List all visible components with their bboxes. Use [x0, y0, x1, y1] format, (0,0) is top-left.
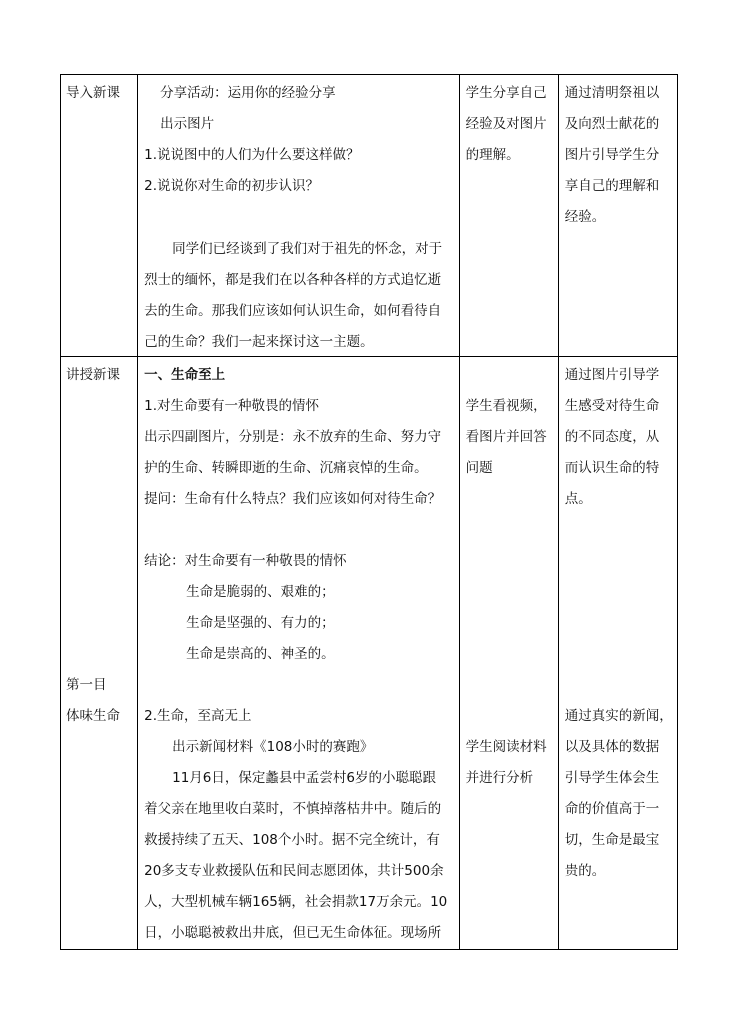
student-activity-cell	[459, 357, 558, 950]
narration-line: 己的生命？我们一起来探讨这一主题。	[144, 334, 374, 350]
student-activity-line: 经验及对图片	[465, 116, 547, 132]
student-activity-cell	[459, 75, 558, 357]
table-row-teaching	[61, 357, 678, 950]
news-line: 日，小聪聪被救出井底，但已无生命体征。现场所	[144, 925, 442, 941]
student-activity-line: 问题	[465, 460, 493, 476]
question-text: 2.说说你对生命的初步认识？	[144, 178, 320, 194]
subsection-title: 体味生命	[66, 708, 120, 724]
student-activity-line: 学生阅读材料	[465, 739, 547, 755]
question-text: 提问：生命有什么特点？我们应该如何对待生命？	[144, 491, 442, 507]
design-intent-cell	[558, 357, 677, 950]
lesson-plan-table	[60, 74, 678, 950]
narration-line: 去的生命。那我们应该如何认识生命，如何看待自	[144, 303, 442, 319]
news-line: 救援持续了五天、108个小时。据不完全统计，有	[144, 832, 440, 848]
design-intent-line: 点。	[564, 491, 592, 507]
section-heading: 一、生命至上	[144, 367, 226, 383]
news-line: 11月6日，保定蠡县中孟尝村6岁的小聪聪跟	[172, 770, 436, 786]
conclusion-item: 生命是崇高的、神圣的。	[186, 646, 335, 662]
point-heading: 2.生命，至高无上	[144, 708, 252, 724]
pictures-line: 出示四副图片，分别是：永不放弃的生命、努力守	[144, 429, 442, 445]
news-line: 人，大型机械车辆165辆，社会捐款17万余元。10	[144, 894, 448, 910]
table-row-intro	[61, 75, 678, 357]
design-intent-line: 享自己的理解和	[564, 178, 660, 194]
section-label: 导入新课	[66, 85, 120, 101]
narration-line: 同学们已经谈到了我们对于祖先的怀念，对于	[172, 241, 443, 257]
design-intent-line: 而认识生命的特	[564, 460, 660, 476]
design-intent-line: 的不同态度，从	[564, 429, 660, 445]
news-title: 出示新闻材料《108小时的赛跑》	[172, 739, 374, 755]
design-intent-line: 通过真实的新闻，	[564, 708, 673, 724]
design-intent-line: 命的价值高于一	[564, 801, 660, 817]
section-cell	[61, 75, 138, 357]
design-intent-cell	[558, 75, 677, 357]
design-intent-line: 引导学生体会生	[564, 770, 660, 786]
point-heading: 1.对生命要有一种敬畏的情怀	[144, 398, 320, 414]
design-intent-line: 生感受对待生命	[564, 398, 660, 414]
student-activity-line: 看图片并回答	[465, 429, 547, 445]
conclusion-item: 生命是坚强的、有力的；	[186, 615, 335, 631]
design-intent-line: 贵的。	[564, 863, 606, 879]
pictures-line: 护的生命、转瞬即逝的生命、沉痛哀悼的生命。	[144, 460, 428, 476]
news-line: 着父亲在地里收白菜时，不慎掉落枯井中。随后的	[144, 801, 442, 817]
show-pictures-text: 出示图片	[160, 116, 215, 132]
news-line: 20多支专业救援队伍和民间志愿团体，共计500余	[144, 863, 444, 879]
student-activity-line: 学生看视频，	[465, 398, 547, 414]
student-activity-line: 学生分享自己	[465, 85, 547, 101]
conclusion-text: 结论：对生命要有一种敬畏的情怀	[144, 553, 347, 569]
question-text: 1.说说图中的人们为什么要这样做？	[144, 147, 360, 163]
design-intent-line: 及向烈士献花的	[564, 116, 660, 132]
design-intent-line: 通过图片引导学	[564, 367, 660, 383]
design-intent-line: 图片引导学生分	[564, 147, 660, 163]
section-cell	[61, 357, 138, 950]
activity-title: 分享活动：运用你的经验分享	[160, 85, 336, 101]
content-cell	[138, 75, 460, 357]
narration-line: 烈士的缅怀，都是我们在以各种各样的方式追忆逝	[144, 272, 442, 288]
student-activity-line: 的理解。	[465, 147, 520, 163]
design-intent-line: 经验。	[564, 209, 606, 225]
design-intent-line: 通过清明祭祖以	[564, 85, 660, 101]
design-intent-line: 切，生命是最宝	[564, 832, 660, 848]
subsection-number: 第一目	[66, 677, 107, 693]
content-cell	[138, 357, 460, 950]
section-label: 讲授新课	[66, 367, 120, 383]
design-intent-line: 以及具体的数据	[564, 739, 660, 755]
student-activity-line: 并进行分析	[465, 770, 534, 786]
conclusion-item: 生命是脆弱的、艰难的；	[186, 584, 335, 600]
